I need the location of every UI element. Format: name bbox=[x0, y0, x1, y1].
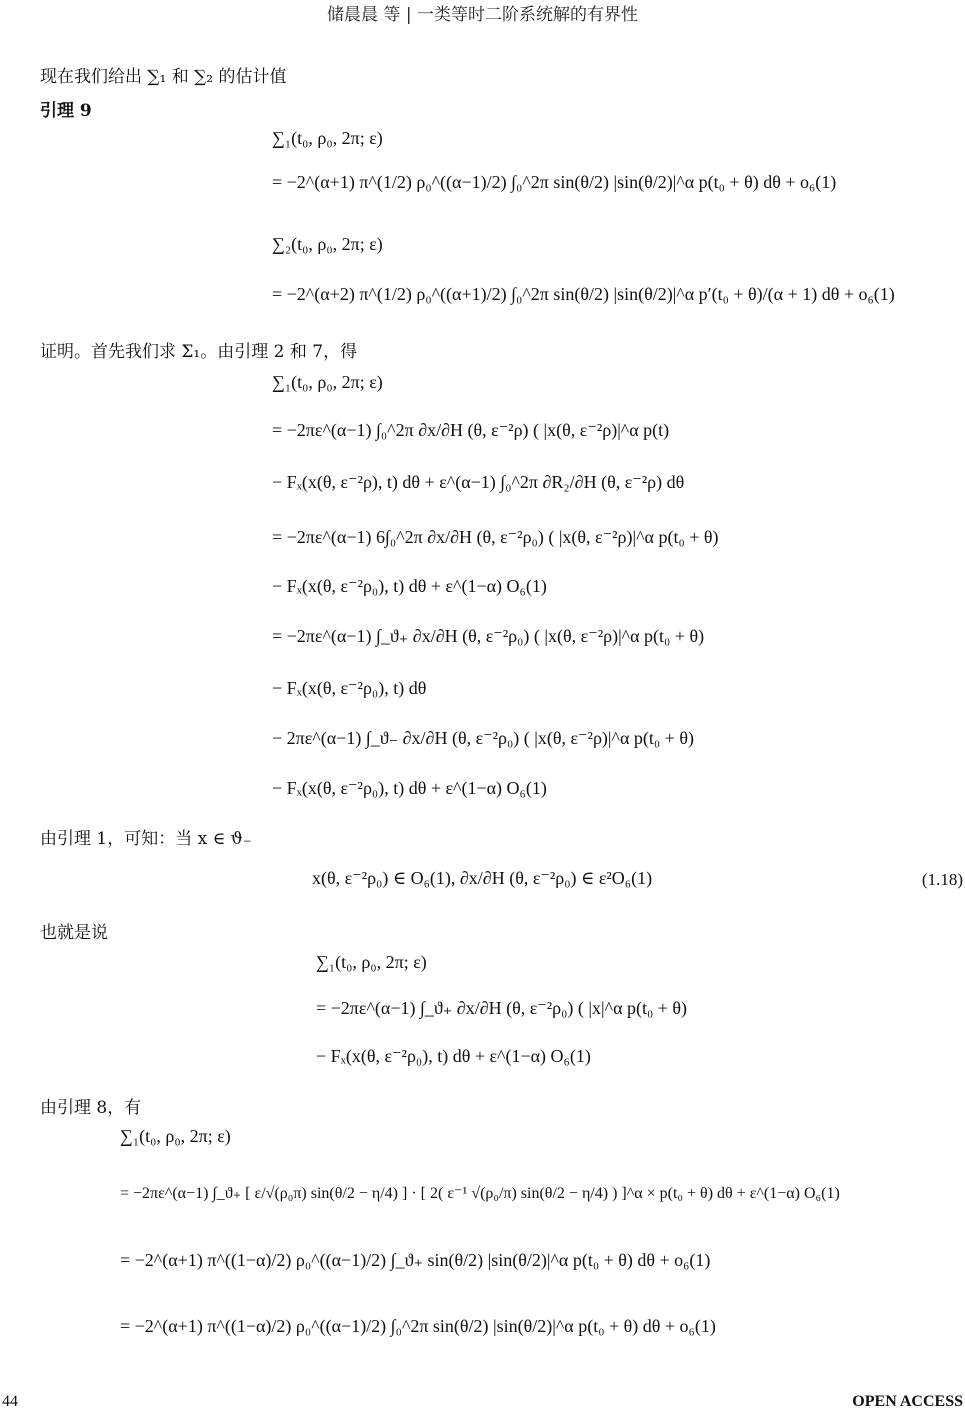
by-lemma-8-text: 由引理 8，有 bbox=[40, 1098, 142, 1118]
equation-line: x(θ, ε⁻²ρ₀) ∈ O₆(1), ∂x/∂H (θ, ε⁻²ρ₀) ∈ ε²O₆(1) bbox=[312, 868, 653, 888]
equation-line: = −2πε^(α−1) ∫_ϑ₊ [ ε/√(ρ₀π) sin(θ/2 − η/4) ] · [ 2( ε⁻¹ √(ρ₀/π) sin(θ/2 − η/4) ) ]^α × p(t₀ + θ) dθ + ε^(1−α) O₆(1) bbox=[120, 1185, 840, 1202]
that-is-text: 也就是说 bbox=[40, 923, 108, 943]
equation-line: = −2πε^(α−1) 6∫₀^2π ∂x/∂H (θ, ε⁻²ρ₀) ( |x(θ, ε⁻²ρ)|^α p(t₀ + θ) bbox=[272, 527, 719, 547]
equation-line: ∑₁(t₀, ρ₀, 2π; ε) bbox=[272, 128, 383, 148]
equation-line: ∑₁(t₀, ρ₀, 2π; ε) bbox=[316, 952, 427, 972]
open-access-label: OPEN ACCESS bbox=[852, 1393, 963, 1410]
equation-line: − Fₓ(x(θ, ε⁻²ρ₀), t) dθ + ε^(1−α) O₆(1) bbox=[272, 576, 547, 596]
equation-line: = −2πε^(α−1) ∫_ϑ₊ ∂x/∂H (θ, ε⁻²ρ₀) ( |x|^α p(t₀ + θ) bbox=[316, 998, 688, 1018]
equation-line: − Fₓ(x(θ, ε⁻²ρ), t) dθ + ε^(α−1) ∫₀^2π ∂R₂/∂H (θ, ε⁻²ρ) dθ bbox=[272, 472, 685, 492]
equation-line: ∑₁(t₀, ρ₀, 2π; ε) bbox=[272, 372, 383, 392]
equation-line: − Fₓ(x(θ, ε⁻²ρ₀), t) dθ bbox=[272, 678, 427, 698]
equation-line: ∑₂(t₀, ρ₀, 2π; ε) bbox=[272, 234, 383, 254]
equation-line: = −2^(α+1) π^((1−α)/2) ρ₀^((α−1)/2) ∫_ϑ₊ sin(θ/2) |sin(θ/2)|^α p(t₀ + θ) dθ + o₆(1) bbox=[120, 1250, 711, 1270]
equation-line: = −2^(α+1) π^((1−α)/2) ρ₀^((α−1)/2) ∫₀^2π sin(θ/2) |sin(θ/2)|^α p(t₀ + θ) dθ + o₆(1) bbox=[120, 1316, 716, 1336]
equation-line: = −2πε^(α−1) ∫_ϑ₊ ∂x/∂H (θ, ε⁻²ρ₀) ( |x(θ, ε⁻²ρ)|^α p(t₀ + θ) bbox=[272, 626, 705, 646]
intro-text: 现在我们给出 ∑₁ 和 ∑₂ 的估计值 bbox=[40, 67, 287, 87]
equation-line: − Fₓ(x(θ, ε⁻²ρ₀), t) dθ + ε^(1−α) O₆(1) bbox=[316, 1046, 591, 1066]
equation-number: (1.18) bbox=[921, 870, 963, 889]
equation-line: = −2^(α+1) π^(1/2) ρ₀^((α−1)/2) ∫₀^2π sin(θ/2) |sin(θ/2)|^α p(t₀ + θ) dθ + o₆(1) bbox=[272, 172, 837, 192]
equation-line: = −2πε^(α−1) ∫₀^2π ∂x/∂H (θ, ε⁻²ρ) ( |x(θ, ε⁻²ρ)|^α p(t) bbox=[272, 420, 670, 440]
equation-line: ∑₁(t₀, ρ₀, 2π; ε) bbox=[120, 1126, 231, 1146]
by-lemma-1-text: 由引理 1，可知：当 x ∈ ϑ₋ bbox=[40, 829, 252, 849]
equation-line: = −2^(α+2) π^(1/2) ρ₀^((α+1)/2) ∫₀^2π sin(θ/2) |sin(θ/2)|^α p′(t₀ + θ)/(α + 1) dθ + o₆(1) bbox=[272, 284, 895, 304]
running-header: 储晨晨 等 | 一类等时二阶系统解的有界性 bbox=[327, 5, 638, 25]
proof-intro-text: 证明。首先我们求 Σ₁。由引理 2 和 7，得 bbox=[40, 342, 358, 362]
page-number: 44 bbox=[2, 1393, 18, 1410]
equation-line: − Fₓ(x(θ, ε⁻²ρ₀), t) dθ + ε^(1−α) O₆(1) bbox=[272, 778, 547, 798]
lemma-9-label: 引理 9 bbox=[40, 101, 92, 121]
equation-line: − 2πε^(α−1) ∫_ϑ₋ ∂x/∂H (θ, ε⁻²ρ₀) ( |x(θ, ε⁻²ρ)|^α p(t₀ + θ) bbox=[272, 728, 694, 748]
